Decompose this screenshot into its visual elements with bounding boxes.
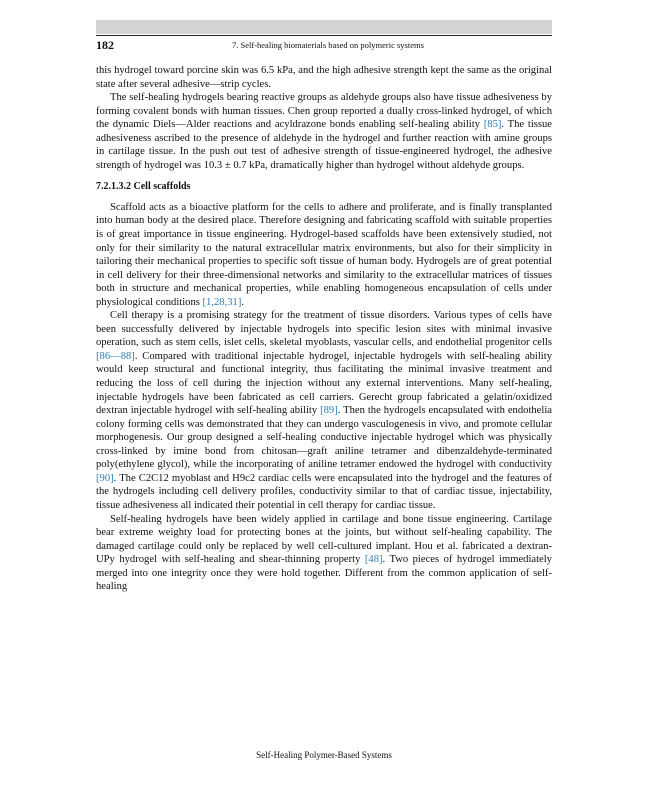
paragraph-text: . The C2C12 myoblast and H9c2 cardiac cells were encapsulated into the hydrogel and the features of the hydrogels including cell delivery profiles, conductivity similar to that of cardiac tissue, injectability, tissue adhesiveness all indicated their potential in cell therapy for cardiac tissue.: [96, 472, 552, 511]
paragraph-3: [96, 201, 552, 309]
paragraph-1: [96, 64, 552, 91]
citation-link[interactable]: [1,28,31]: [202, 296, 242, 308]
page-number: 182: [96, 38, 114, 52]
paragraph-4: [96, 309, 552, 512]
paragraph-text: Self-healing hydrogels have been widely applied in cartilage and bone tissue engineering. Cartilage bear extreme weighty load for protecting bones at the joints, but without self-healing capability. The damaged cartilage could only be replaced by well cell-cultured implant. Hou et al. fabricated a dextran-UPy hydrogel with self-healing and shear-thinning property: [96, 513, 552, 566]
paragraph-5: [96, 513, 552, 594]
citation-link[interactable]: [89]: [320, 405, 338, 417]
body-text: [96, 64, 552, 594]
citation-link[interactable]: [85]: [483, 119, 502, 131]
subsection-heading: 7.2.1.3.2 Cell scaffolds: [96, 181, 191, 193]
citation-link[interactable]: [48]: [364, 554, 383, 566]
header-rule: [96, 35, 552, 36]
paragraph-2: [96, 91, 552, 172]
paragraph-text: this hydrogel toward porcine skin was 6.5 kPa, and the high adhesive strength kept the same as the original state after several adhesive—strip cycles.: [96, 65, 552, 90]
paragraph-text: . Compared with traditional injectable hydrogel, injectable hydrogels with self-healing ability would keep structural and functional integrity, thus facilitating the minimal invasive treatment and reducing the loss of cell during the injection without any external interventions. Many self-healing, injectable hydrogels have been fabricated as cell carriers. Gerecht group fabricated a gelatin/oxidized dextran injectable hydrogel with self-healing ability: [96, 350, 552, 417]
paragraph-text: .: [241, 296, 245, 308]
page-footer: Self-Healing Polymer-Based Systems: [256, 750, 392, 760]
paragraph-text: . Two pieces of hydrogel immediately merged into one integrity once they were hold together. Different from the common application of self-healing: [96, 554, 552, 593]
paragraph-text: The self-healing hydrogels bearing reactive groups as aldehyde groups also have tissue adhesiveness by forming covalent bonds with human tissues. Chen group reported a dually cross-linked hydrogel, of which the dynamic Diels—Alder reactions and acyldrazone bonds enabling self-healing ability: [96, 92, 552, 131]
citation-link[interactable]: [86—88]: [96, 350, 135, 362]
paragraph-text: . Then the hydrogels encapsulated with endothelia colony forming cells was demonstrated that they can undergo vasculogenesis in vivo, and promote cellular morphogenesis. Our group designed a self-healing conductive injectable hydrogel which was physically cross-linked by imine bond from chitosan—graft aniline tetramer and dibenzaldehyde-terminated poly(ethylene glycol), while the incorporating of aniline tetramer endowed the hydrogel with conductivity: [96, 405, 552, 471]
running-head: 7. Self-healing biomaterials based on polymeric systems: [232, 40, 424, 50]
paragraph-text: . The tissue adhesiveness ascribed to the presence of aldehyde in the hydrogel and further reaction with amine groups in cartilage tissue. In the push out test of adhesive strength of tissue-engineered hydrogel, the adhesive strength of hydrogel was 10.3 ± 0.7 kPa, dramatically higher than hydrogel without aldehyde groups.: [96, 119, 553, 171]
paragraph-text: Scaffold acts as a bioactive platform for the cells to adhere and proliferate, and is finally transplanted into human body at the desired place. Therefore designing and fabricating scaffold with suitable properties is of great importance in tissue engineering. Hydrogel-based scaffolds have been extensively studied, not only for their similarity to the natural extracellular matrix environments, but also for their simplicity in tailoring their mechanical properties to specific soft tissue of human body. Hydrogels are of great potential in cell delivery for their three-dimensional networks and similarity to the extracellular matrices of tissues both in structure and mechanical properties, while enabling homogeneous encapsulation of cells under physiological conditions: [96, 201, 552, 308]
paragraph-text: Cell therapy is a promising strategy for the treatment of tissue disorders. Various types of cells have been successfully delivered by injectable hydrogels into specific lesion sites with minimal invasive operation, such as stem cells, islet cells, skeletal myoblasts, vascular cells, and endothelial progenitor cells: [96, 310, 552, 349]
header-bar: [96, 20, 552, 34]
citation-link[interactable]: [90]: [96, 472, 114, 484]
